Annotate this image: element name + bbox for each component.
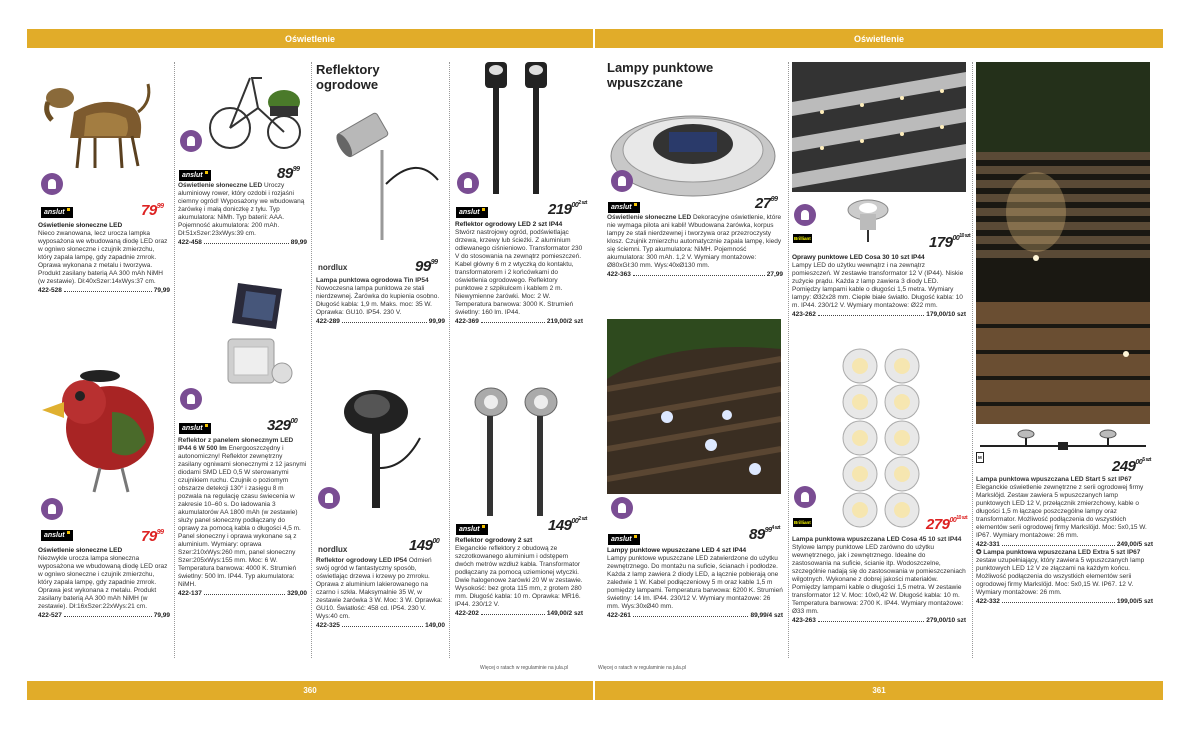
price-unit: 10 szt	[956, 515, 968, 521]
price	[926, 516, 967, 533]
product-card	[316, 277, 445, 326]
dog-lamp-image	[40, 72, 158, 172]
led-badge-icon	[794, 204, 816, 226]
stairs-lights-photo	[792, 62, 966, 192]
product-card	[455, 537, 583, 618]
product-title: Lampa punktowa ogrodowa Tin IP54	[316, 277, 429, 284]
sku-line	[178, 238, 307, 247]
sku-price: 89,99	[290, 239, 307, 246]
divider	[788, 62, 789, 658]
brilliant-logo: Brilliant	[794, 520, 811, 525]
led-badge-icon	[180, 130, 202, 152]
product-description: Lampy LED do użytku wewnątrz i na zewnątrz pomieszczeń. W zestawie transformator 12 V (IP44). Niskie zużycie prądu. Każda z lamp zawiera 3 diody LED. Pomiędzy lampami kable o długości 1,5 metra. Wymiary lampy: Ø32x28 mm. Ciepłe białe światło. Długość kabla: 10 m. IP44. 230/12 V. Wymiary montażowe: Ø22 mm.	[792, 262, 964, 309]
product-title: Oświetlenie słoneczne LED	[38, 547, 123, 554]
sku-price: 79,99	[153, 287, 170, 294]
price-main: 279	[926, 516, 950, 533]
footer-bar-left	[27, 681, 593, 700]
led-spot-pair-image	[481, 62, 577, 198]
price	[548, 517, 587, 534]
column-5	[607, 62, 783, 658]
price	[548, 201, 587, 218]
product-title: Reflektor ogrodowy LED IP54	[316, 557, 408, 564]
price-main: 79	[141, 528, 157, 545]
price	[1112, 458, 1151, 475]
sku: 422-332	[976, 598, 1000, 605]
start-kit-chain-image	[976, 424, 1150, 460]
product-description: Eleganckie reflektory z obudową ze szczotkowanego aluminium i odstępem dwóch metrów wzdłuż kabla. Transformator podłączany za pomocą uziemionej wtyczki. Dwie halogenowe żarówki 20 W w zestawie. Wysokość: bez grota 115 mm, z grotem 280 mm. Długość kabla: 10 m. Oprawka: MR16. IP44. 230/12 V.	[455, 545, 583, 608]
price-main: 79	[141, 202, 157, 219]
product-description: Eleganckie oświetlenie zewnętrzne z serii ogrodowej firmy Markslöjd. Zestaw zawiera 5 wpuszczanych lamp punktowych LED 12 V, przełącznik zmierzchowy, kable o długości 1,5 m łączące poszczególne lampy oraz transformator. Możliwość podłączenia do wszystkich elementów serii ogrodowej firmy Markslöjd. Moc: 5x0,15 W. IP67. Wymiary montażowe: 26 mm.	[976, 484, 1147, 539]
price-cents: 00	[571, 518, 579, 525]
price	[755, 195, 777, 212]
sku: 422-261	[607, 612, 631, 619]
nordlux-logo: nordlux	[318, 263, 348, 272]
divider	[311, 62, 312, 658]
cosa-30-lamp-image	[844, 194, 892, 242]
price-main: 89	[749, 526, 765, 543]
divider	[174, 62, 175, 658]
sku-price: 179,00/10 szt	[926, 311, 966, 318]
price-main: 27	[755, 195, 771, 212]
column-4	[455, 62, 587, 658]
halogen-spot-pair-image	[469, 382, 575, 522]
solar-floodlight-image	[218, 277, 304, 387]
sku-price: 279,00/10 szt	[926, 617, 966, 624]
anslut-logo: anslut	[179, 170, 211, 181]
sku: 422-458	[178, 239, 202, 246]
product-description: Dekoracyjne oświetlenie, które nie wymaga pilota ani kabli! Wbudowana żarówka, korpus lampy ze stali nierdzewnej i tworzywa oraz przezroczysty klosz. Czujnik zmierzchu automatycznie zapala lampę, kiedy się ściemni. Typ akumulatora: NiMH. Pojemność akumulatora: 300 mAh. 1,2 V. Wymiary montażowe: Ø80xGł:30 mm. Wys:40xØ130 mm.	[607, 214, 782, 269]
anslut-logo: anslut	[41, 530, 73, 541]
section-title: Oświetlenie	[853, 33, 905, 44]
anslut-logo: anslut	[456, 524, 488, 535]
product-title: Oświetlenie słoneczne LED	[178, 182, 263, 189]
product-card	[607, 547, 783, 620]
sku: 422-289	[316, 318, 340, 325]
sku-price: 219,00/2 szt	[546, 318, 583, 325]
solar-recessed-lamp-image	[607, 94, 779, 204]
sku: 422-363	[607, 271, 631, 278]
sku-price: 199,00/5 szt	[1116, 598, 1153, 605]
price-unit: 10 szt	[959, 233, 971, 239]
price-main: 149	[548, 517, 572, 534]
product-title: Reflektor ogrodowy 2 szt	[455, 537, 533, 544]
anslut-logo: anslut	[608, 534, 640, 545]
price	[141, 528, 163, 545]
price-cents: 00	[952, 235, 960, 242]
price-main: 219	[548, 201, 572, 218]
sku-line	[792, 616, 966, 625]
led-badge-icon	[611, 497, 633, 519]
price-main: 89	[277, 165, 293, 182]
product-card	[178, 182, 307, 247]
price-main: 149	[409, 537, 433, 554]
price-cents: 00	[949, 517, 957, 524]
brilliant-logo: Brilliant	[794, 236, 811, 241]
product-card	[607, 214, 783, 279]
column-3	[316, 62, 445, 658]
price	[409, 537, 439, 554]
price	[415, 258, 437, 275]
product-description: Lampy punktowe wpuszczane LED zatwierdzone do użytku zewnętrznego. Do montażu na suficie, ścianach i podłodze. Każda z lamp zawiera 2 diody LED, a łącznie pobierają one zaledwie 1 W. Kabel podłączeniowy 5 m oraz kable 1,5 m pomiędzy lampami. Temperatura barwowa: 6200 K. Strumień świetlny: 14 lm. IP44. 230/12 V. Wymiary montażowe: 26 mm. Wys:30xØ40 mm.	[607, 555, 783, 610]
sku-line	[38, 286, 170, 295]
column-6	[792, 62, 971, 658]
section-heading: Reflektory ogrodowe	[316, 62, 380, 92]
bicycle-lamp-image	[206, 62, 306, 158]
led-badge-icon	[794, 486, 816, 508]
led-badge-icon	[180, 388, 202, 410]
product-card	[316, 557, 445, 630]
page-number: 360	[303, 686, 317, 695]
product-title: Reflektor ogrodowy LED 2 szt IP44	[455, 221, 563, 228]
product-card	[976, 476, 1153, 606]
anslut-logo: anslut	[179, 423, 211, 434]
sku-price: 149,00/2 szt	[546, 610, 583, 617]
sku: 422-202	[455, 610, 479, 617]
product-title: Reflektor z panelem słonecznym LED IP44 6 W 500 lm	[178, 437, 294, 452]
price-cents: 99	[430, 259, 438, 266]
sku-line	[455, 317, 583, 326]
product-description: Uroczy aluminiowy rower, który ozdobi i rozjaśni ciemny ogród! Wyposażony we wbudowaną żarówkę i małą doniczkę z tyłu. Typ akumulatora: NiMh. Typ baterii: AAA. Pojemność akumulatora: 200 mAh. Dł:51xSzer:23xWys:39 cm.	[178, 182, 305, 237]
price-unit: 4 szt	[771, 525, 781, 531]
product-description: Nieco zwanowana, lecz urocza lampka wyposażona we wbudowaną diodę LED oraz w ogniwo słoneczne i czujnik zmierzchu, który zapala lampę, gdy zapadnie zmrok. Oprawa wykonana z metalu i tworzywa. Produkt zasilany baterią AA 300 mAh NiMH (w zestawie). Dł:40xSzer:14xWys:37 cm.	[38, 230, 168, 285]
sku-line	[316, 317, 445, 326]
product-card	[38, 222, 170, 295]
price-main: 329	[267, 417, 291, 434]
footer-note: Więcej o ratach w regulaminie na jula.pl	[480, 665, 569, 671]
price-cents: 00	[1135, 459, 1143, 466]
sku-price: 249,00/5 szt	[1116, 541, 1153, 548]
sku-price: 99,99	[428, 318, 445, 325]
spotlight-black-image	[342, 372, 428, 512]
header-bar-right	[595, 29, 1163, 48]
led-badge-icon	[611, 170, 633, 192]
led-badge-icon	[318, 487, 340, 509]
sku: 422-137	[178, 590, 202, 597]
price-cents: 99	[292, 166, 300, 173]
product-description: Stwórz nastrojowy ogród, podświetlając drzewa, krzewy lub ścieżki. Z aluminium odlewanego ciśnieniowo. Transformator 230 V do stosowania na zewnątrz pomieszczeń. Kabel główny 6 m z wtyczką do kontaktu, transformatorem i 2 końcówkami do oświetlenia ogrodowego. Reflektory punktowe z szpikulcem i kablem 2 m. Niewymienne żarówki. Moc: 2 W. Temperatura barwowa: 3000 K. Strumień świetlny: 160 lm. IP44.	[455, 229, 583, 316]
sku-line	[976, 597, 1153, 606]
price	[141, 202, 163, 219]
sku-line	[316, 621, 445, 630]
product-description: Stylowe lampy punktowe LED zarówno do użytku wewnętrznego, jak i zewnętrznego. Idealne do zastosowania na suficie, ścianie itp. Wodoszczelne, szczególnie nadają się do zastosowania w pomieszczeniach wilgotnych. Wykonane z dobrej jakości materiałów. Pomiędzy lampami kable o długości 1,5 metra. W zestawie transformator 12 V. Moc: 10x0,42 W. Długość kabla: 10 m. Temperatura barwowa: 2700 K. IP44. Wymiary montażowe: Ø33 mm.	[792, 544, 966, 615]
price-unit: 2 szt	[578, 516, 587, 522]
product-description: Energooszczędny i autonomiczny! Reflektor zewnętrzny zasilany ogniwami słonecznymi z 12 jasnymi diodami SMD LED 0,5 W sterowanymi czujnikiem ruchu. Czujnik o poziomym obszarze detekcji 130° i zasięgu 8 m pozwala na regulację czasu świecenia w zakresie 10–60 s. Do ładowania 3 akumulatorów AA 1800 mAh (w zestawie) służy panel słoneczny podłączany do oprawy za pomocą kabla o długości 4,5 m. Panel słoneczny i oprawa wykonane są z aluminium. Wymiary: oprawa Szer:210xWys:260 mm, panel słoneczny Szer:205xWys:155 mm. Moc: 6 W. Temperatura barwowa: 4000 K. Strumień świetlny: 500 lm. IP44. Typ akumulatora: NiMH.	[178, 445, 307, 588]
price-cents: 00	[432, 538, 440, 545]
price-unit: 5 szt	[1142, 457, 1151, 463]
divider	[449, 62, 450, 658]
markslojd-logo: M	[976, 452, 984, 463]
price-main: 179	[929, 234, 953, 251]
anslut-logo: anslut	[608, 202, 640, 213]
anslut-logo: anslut	[456, 207, 488, 218]
anslut-logo: anslut	[41, 207, 73, 218]
sku: 422-528	[38, 287, 62, 294]
product-description: Nowoczesna lampa punktowa ze stali nierdzewnej. Żarówka do kupienia osobno. Długość kabla: 1,9 m. Maks. moc: 35 W. Oprawka: GU10. IP54. 230 V.	[316, 285, 440, 316]
prefix-icon: ✪	[976, 549, 982, 556]
product-title: Lampa punktowa wpuszczana LED Extra 5 szt IP67	[983, 549, 1141, 556]
product-description: Odmień swój ogród w fantastyczny sposób, oświetlając drzewa i krzewy po zmroku. Oprawa z aluminium lakierowanego na czarno i szkła. Maksymalnie 35 W, w zestawie żarówka 3 W. Moc: 3 W. Oprawka: GU10. Światłość: 458 cd. IP54. 230 V. Wys:40 cm.	[316, 557, 443, 620]
product-card	[792, 254, 966, 319]
price	[267, 417, 297, 434]
divider	[972, 62, 973, 658]
price	[277, 165, 299, 182]
sku: 423-262	[792, 311, 816, 318]
product-title: Oświetlenie słoneczne LED	[38, 222, 123, 229]
price-unit: 2 szt	[578, 200, 587, 206]
column-1	[38, 62, 170, 658]
sku-line	[455, 609, 583, 618]
price	[749, 526, 780, 543]
spotlight-tin-image	[330, 104, 440, 244]
column-2	[178, 62, 307, 658]
header-bar-left	[27, 29, 593, 48]
sku-price: 27,99	[766, 271, 783, 278]
price-cents: 99	[156, 203, 164, 210]
section-heading: Lampy punktowe wpuszczane	[607, 60, 714, 90]
cosa-45-lamps-image	[840, 348, 924, 528]
sku-line	[976, 540, 1153, 549]
sku: 422-325	[316, 622, 340, 629]
led-badge-icon	[457, 172, 479, 194]
section-title: Oświetlenie	[284, 33, 336, 44]
product-title: Lampa punktowa wpuszczana LED Cosa 45 10 szt IP44	[792, 536, 962, 543]
product-title: Oświetlenie słoneczne LED	[607, 214, 692, 221]
price-cents: 99	[764, 527, 772, 534]
sku-line	[607, 270, 783, 279]
sku: 422-369	[455, 318, 479, 325]
footer-note: Więcej o ratach w regulaminie na jula.pl	[598, 665, 687, 671]
price-cents: 99	[770, 196, 778, 203]
product-description: zestaw uzupełniający, który zawiera 5 wpuszczanych lamp punktowych LED 12 V ze złączami na każdym końcu. Możliwość podłączenia do wszystkich elementów serii ogrodowej firmy Markslöjd. Moc: 5x0,15 W. IP67. 12 V. Wymiary montażowe: 26 mm.	[976, 557, 1145, 596]
sku: 422-527	[38, 612, 62, 619]
product-description: Niezwykle urocza lampa słoneczna wyposażona we wbudowaną diodę LED oraz w ogniwo słoneczne i czujnik zmierzchu, który zapala lampę, gdy zapadnie zmrok. Oprawa jest wykonana z metalu. Produkt zasilany baterią AA 300 mAh NiMH (w zestawie). Dł:16xSzer:22xWys:21 cm.	[38, 555, 168, 610]
product-title: Lampa punktowa wpuszczana LED Start 5 szt IP67	[976, 476, 1132, 483]
sku-line	[178, 589, 307, 598]
sku-price: 329,00	[287, 590, 307, 597]
column-7	[976, 62, 1153, 658]
nordlux-logo: nordlux	[318, 545, 348, 554]
deck-lights-photo	[607, 319, 781, 494]
sku-price: 79,99	[153, 612, 170, 619]
price-cents: 00	[290, 418, 298, 425]
product-card	[792, 536, 966, 625]
price-main: 249	[1112, 458, 1136, 475]
product-title: Oprawy punktowe LED Cosa 30 10 szt IP44	[792, 254, 925, 261]
sku-price: 149,00	[425, 622, 445, 629]
price-main: 99	[415, 258, 431, 275]
price-cents: 99	[156, 529, 164, 536]
sku-line	[607, 611, 783, 620]
product-title: Lampy punktowe wpuszczane LED 4 szt IP44	[607, 547, 747, 554]
bird-lamp-image	[40, 362, 158, 498]
sku: 422-331	[976, 541, 1000, 548]
page-number: 361	[872, 686, 886, 695]
led-badge-icon	[41, 498, 63, 520]
product-card	[38, 547, 170, 620]
product-card	[455, 221, 583, 326]
sku-price: 89,99/4 szt	[750, 612, 783, 619]
sku: 423-263	[792, 617, 816, 624]
footer-bar-right	[595, 681, 1163, 700]
product-card	[178, 437, 307, 598]
led-badge-icon	[41, 173, 63, 195]
price-cents: 00	[571, 202, 579, 209]
sku-line	[38, 611, 170, 620]
price	[929, 234, 970, 251]
sku-line	[792, 310, 966, 319]
garden-wall-photo	[976, 62, 1150, 424]
